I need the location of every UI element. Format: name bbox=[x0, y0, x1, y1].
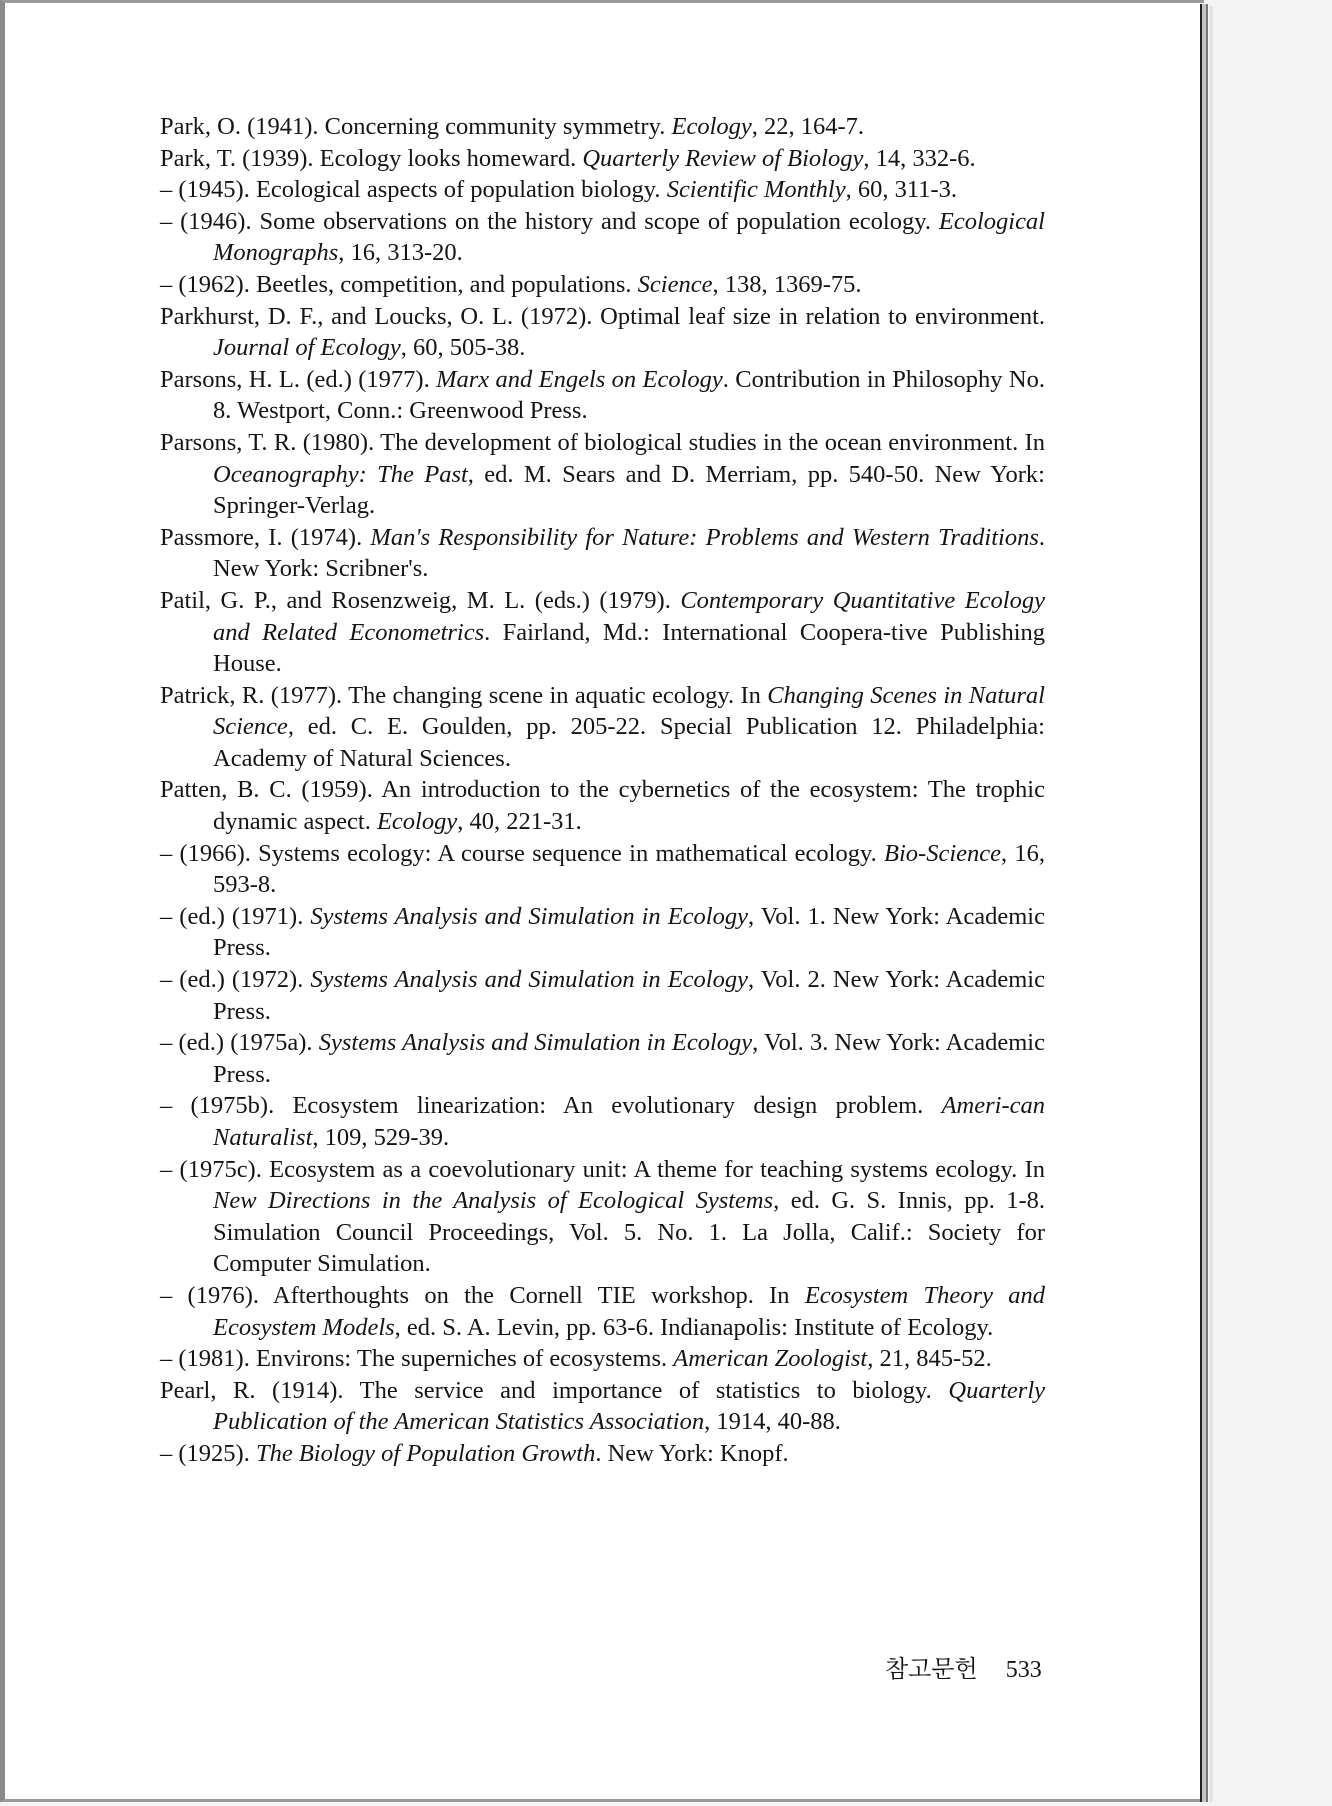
reference-entry bbox=[160, 774, 1045, 837]
reference-entry bbox=[160, 1154, 1045, 1280]
reference-text: , ed. G. S. Innis, pp. 1-8. Simulation Council Proceedings, Vol. 5. No. 1. La Jolla, Calif.: Society for Computer Simulation. bbox=[213, 1187, 1046, 1278]
reference-title-italic: Marx and Engels on Ecology bbox=[436, 365, 723, 393]
reference-title-italic: Ecology bbox=[671, 113, 752, 140]
reference-title-italic: Ecosystem Theory and Ecosystem Models bbox=[213, 1281, 1045, 1341]
reference-entry bbox=[160, 1438, 1045, 1470]
reference-text: Patrick, R. (1977). The changing scene in aquatic ecology. In bbox=[160, 681, 768, 709]
reference-title-italic: Systems Analysis and Simulation in Ecology bbox=[310, 902, 748, 930]
reference-text: Park, T. (1939). Ecology looks homeward. bbox=[160, 144, 583, 172]
reference-title-italic: Journal of Ecology bbox=[213, 334, 401, 362]
reference-title-italic: Systems Analysis and Simulation in Ecology bbox=[310, 966, 748, 994]
reference-text: – (1966). Systems ecology: A course sequence in mathematical ecology. bbox=[160, 839, 885, 867]
reference-entry bbox=[160, 269, 1045, 301]
reference-text: Patten, B. C. (1959). An introduction to the cybernetics of the ecosystem: The trophic dynamic aspect. bbox=[160, 776, 1045, 836]
reference-text: , ed. C. E. Goulden, pp. 205-22. Special Publication 12. Philadelphia: Academy of Natural Sciences. bbox=[213, 713, 1045, 772]
reference-text: – (1962). Beetles, competition, and populations. bbox=[160, 270, 638, 298]
reference-title-italic: The Biology of Population Growth bbox=[255, 1439, 596, 1467]
reference-text: , 16, 593-8. bbox=[213, 839, 1046, 899]
reference-text: – (1976). Afterthoughts on the Cornell TIE workshop. In bbox=[160, 1281, 805, 1309]
reference-text: Patil, G. P., and Rosenzweig, M. L. (eds.) (1979). bbox=[160, 586, 681, 614]
reference-text: Parsons, T. R. (1980). The development of biological studies in the ocean environment. In bbox=[160, 428, 1045, 456]
reference-text: . New York: Scribner's. bbox=[213, 523, 1046, 583]
reference-text: , 109, 529-39. bbox=[312, 1124, 450, 1151]
page-edge-shadow bbox=[1200, 4, 1208, 1802]
reference-entry bbox=[160, 174, 1045, 206]
reference-text: , Vol. 1. New York: Academic Press. bbox=[213, 902, 1045, 962]
reference-text: , 14, 332-6. bbox=[863, 144, 976, 172]
reference-entry bbox=[160, 838, 1045, 901]
reference-text: Parsons, H. L. (ed.) (1977). bbox=[160, 365, 437, 393]
section-title: 참고문헌 bbox=[885, 1657, 978, 1683]
reference-text: , 16, 313-20. bbox=[338, 239, 463, 267]
reference-text: , Vol. 2. New York: Academic Press. bbox=[213, 966, 1045, 1025]
reference-list bbox=[160, 111, 1045, 1470]
reference-text: , Vol. 3. New York: Academic Press. bbox=[213, 1029, 1045, 1088]
reference-entry bbox=[160, 585, 1045, 680]
reference-title-italic: Changing Scenes in Natural Science bbox=[213, 681, 1045, 741]
reference-title-italic: Ecology bbox=[376, 808, 458, 836]
reference-title-italic: Oceanography: The Past bbox=[213, 460, 468, 488]
reference-title-italic: Ecological Monographs bbox=[213, 207, 1045, 267]
reference-entry bbox=[160, 1280, 1045, 1343]
reference-title-italic: Science bbox=[637, 270, 713, 298]
reference-text: – (1975b). Ecosystem linearization: An evolutionary design problem. bbox=[160, 1092, 942, 1120]
reference-text: Pearl, R. (1914). The service and importance of statistics to biology. bbox=[160, 1376, 949, 1404]
reference-text: – (ed.) (1975a). bbox=[160, 1029, 319, 1057]
reference-entry bbox=[160, 427, 1045, 522]
reference-entry bbox=[160, 1090, 1045, 1153]
reference-text: , ed. S. A. Levin, pp. 63-6. Indianapolis: Institute of Ecology. bbox=[394, 1313, 994, 1341]
reference-title-italic: Man's Responsibility for Nature: Problems and Western Traditions bbox=[370, 523, 1039, 551]
reference-entry bbox=[160, 364, 1045, 427]
reference-text: , 60, 311-3. bbox=[845, 176, 957, 204]
reference-title-italic: Ameri-can Naturalist bbox=[213, 1092, 1045, 1151]
reference-title-italic: Contemporary Quantitative Ecology and Related Econometrics bbox=[213, 586, 1045, 646]
reference-title-italic: Quarterly Publication of the American Statistics Association bbox=[213, 1376, 1045, 1436]
reference-text: , 60, 505-38. bbox=[400, 334, 526, 362]
reference-entry bbox=[160, 1343, 1045, 1375]
reference-entry bbox=[160, 301, 1045, 364]
reference-title-italic: Systems Analysis and Simulation in Ecology bbox=[318, 1029, 753, 1057]
reference-text: – (1925). bbox=[160, 1439, 256, 1467]
reference-entry bbox=[160, 680, 1045, 775]
reference-entry bbox=[160, 111, 1045, 143]
reference-text: Park, O. (1941). Concerning community symmetry. bbox=[160, 113, 672, 140]
reference-title-italic: Quarterly Review of Biology bbox=[582, 144, 864, 172]
reference-text: , 1914, 40-88. bbox=[704, 1408, 841, 1436]
reference-text: , 40, 221-31. bbox=[457, 808, 582, 836]
reference-text: Passmore, I. (1974). bbox=[160, 523, 371, 551]
reference-text: – (ed.) (1972). bbox=[160, 966, 311, 994]
reference-text: . New York: Knopf. bbox=[595, 1439, 789, 1467]
reference-entry bbox=[160, 1027, 1045, 1090]
reference-text: – (1946). Some observations on the history and scope of population ecology. bbox=[160, 207, 939, 235]
reference-text: – (1981). Environs: The superniches of ecosystems. bbox=[160, 1345, 674, 1373]
page-drop-shadow bbox=[1210, 6, 1214, 1802]
reference-text: . Fairland, Md.: International Coopera-tive Publishing House. bbox=[213, 618, 1045, 678]
reference-entry bbox=[160, 143, 1045, 175]
reference-text: , 138, 1369-75. bbox=[712, 270, 862, 298]
reference-title-italic: Bio-Science bbox=[884, 839, 1002, 867]
reference-text: – (1975c). Ecosystem as a coevolutionary unit: A theme for teaching systems ecology. In bbox=[160, 1155, 1045, 1183]
reference-entry bbox=[160, 1375, 1045, 1438]
reference-text: , ed. M. Sears and D. Merriam, pp. 540-50. New York: Springer-Verlag. bbox=[213, 460, 1045, 520]
reference-title-italic: New Directions in the Analysis of Ecological Systems bbox=[213, 1187, 774, 1215]
reference-text: Parkhurst, D. F., and Loucks, O. L. (1972). Optimal leaf size in relation to environment. bbox=[160, 302, 1045, 330]
reference-entry bbox=[160, 522, 1045, 585]
reference-entry bbox=[160, 206, 1045, 269]
reference-text: , 21, 845-52. bbox=[867, 1345, 992, 1373]
page-footer bbox=[885, 1649, 1042, 1684]
reference-text: – (ed.) (1971). bbox=[160, 902, 311, 930]
reference-text: , 22, 164-7. bbox=[751, 113, 865, 140]
reference-entry bbox=[160, 964, 1045, 1027]
reference-title-italic: Scientific Monthly bbox=[666, 176, 846, 204]
reference-title-italic: American Zoologist bbox=[673, 1345, 868, 1373]
reference-entry bbox=[160, 901, 1045, 964]
page-number: 533 bbox=[1005, 1657, 1042, 1683]
reference-text: – (1945). Ecological aspects of population biology. bbox=[160, 176, 667, 204]
reference-text: . Contribution in Philosophy No. 8. Westport, Conn.: Greenwood Press. bbox=[213, 365, 1045, 425]
